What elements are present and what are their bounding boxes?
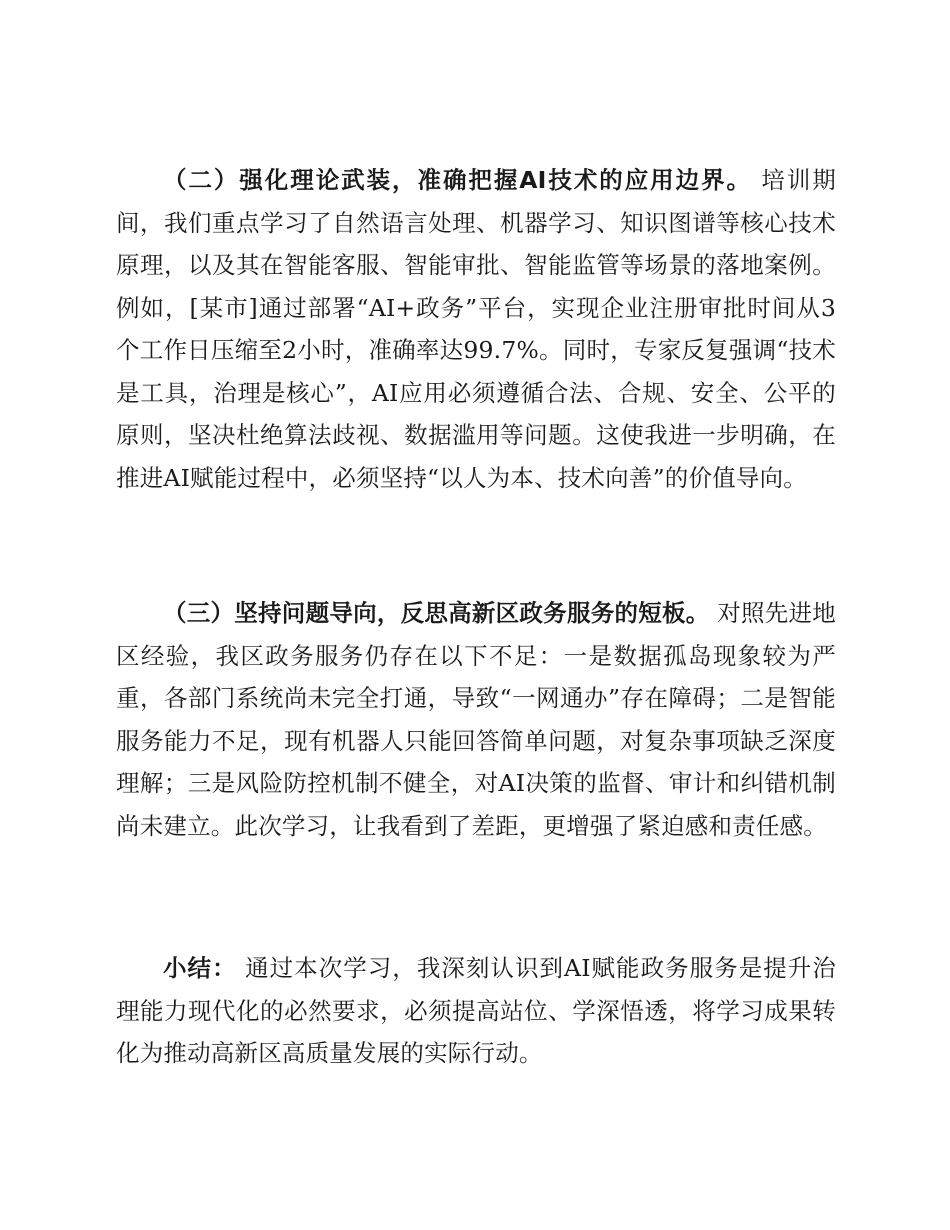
section-body: 通过本次学习，我深刻认识到AI赋能政务服务是提升治理能力现代化的必然要求，必须提高站位、学深悟透，将学习成果转化为推动高新区高质量发展的实际行动。 — [116, 954, 836, 1067]
section-problems — [116, 592, 836, 847]
section-theory — [116, 159, 836, 499]
section-body: 对照先进地区经验，我区政务服务仍存在以下不足：一是数据孤岛现象较为严重，各部门系统尚未完全打通，导致“一网通办”存在障碍；二是智能服务能力不足，现有机器人只能回答简单问题，对复杂事项缺乏深度理解；三是风险防控机制不健全，对AI决策的监督、审计和纠错机制尚未建立。此次学习，让我看到了差距，更增强了紧迫感和责任感。 — [116, 599, 836, 840]
section-summary — [116, 947, 836, 1075]
section-heading: （三）坚持问题导向，反思高新区政务服务的短板。 — [163, 599, 710, 627]
section-heading: （二）强化理论武装，准确把握AI技术的应用边界。 — [163, 166, 752, 194]
section-heading: 小结： — [163, 954, 237, 982]
section-body: 培训期间，我们重点学习了自然语言处理、机器学习、知识图谱等核心技术原理，以及其在智能客服、智能审批、智能监管等场景的落地案例。例如，[某市]通过部署“AI+政务”平台，实现企业注册审批时间从3个工作日压缩至2小时，准确率达99.7%。同时，专家反复强调“技术是工具，治理是核心”，AI应用必须遵循合法、合规、安全、公平的原则，坚决杜绝算法歧视、数据滥用等问题。这使我进一步明确，在推进AI赋能过程中，必须坚持“以人为本、技术向善”的价值导向。 — [116, 166, 836, 492]
